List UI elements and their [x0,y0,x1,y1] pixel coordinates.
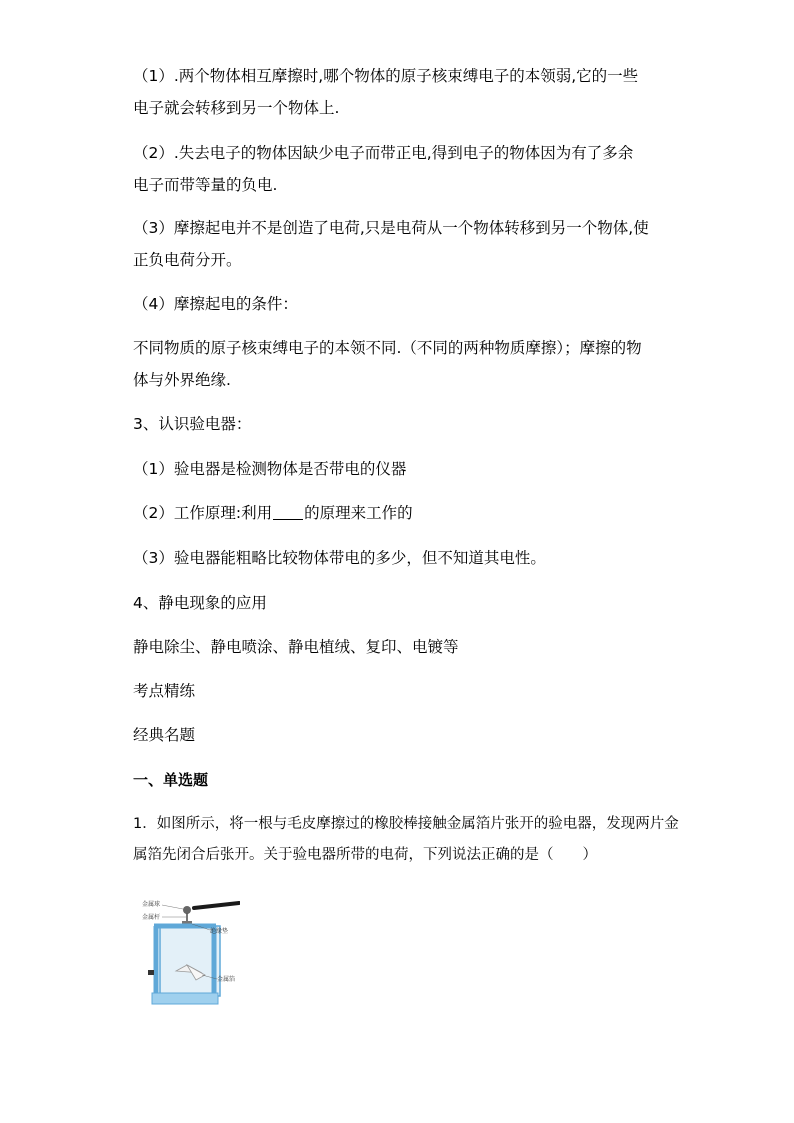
text-line: （3）摩擦起电并不是创造了电荷,只是电荷从一个物体转移到另一个物体,使 [133,219,649,237]
section-title: 一、单选题 [133,771,209,789]
glass-panel [160,926,220,996]
section-heading: 经典名题 [133,726,196,744]
base [152,993,218,1004]
electroscope-figure [140,893,240,1021]
text-part: 的原理来工作的 [304,504,413,522]
section-heading: 4、静电现象的应用 [133,594,267,612]
text-line: （1）验电器是检测物体是否带电的仪器 [133,460,407,478]
text-line: （3）验电器能粗略比较物体带电的多少，但不知道其电性。 [133,549,546,567]
fill-blank [273,504,303,520]
text-line: （2）.失去电子的物体因缺少电子而带正电,得到电子的物体因为有了多余 [133,144,634,162]
section-heading: 3、认识验电器： [133,415,252,433]
text-line: 不同物质的原子核束缚电子的本领不同.（不同的两种物质摩擦）；摩擦的物 [133,339,642,357]
label-rod: 金属杆 [142,914,161,921]
text-line-with-blank [133,501,673,525]
text-line: 静电除尘、静电喷涂、静电植绒、复印、电镀等 [133,638,459,656]
side-knob [148,970,154,975]
label-foil: 金属箔 [217,976,236,983]
text-line: （4）摩擦起电的条件： [133,295,298,313]
text-line: 正负电荷分开。 [133,251,242,269]
label-ball: 金属球 [142,901,161,908]
section-heading: 考点精练 [133,682,196,700]
label-insulator: 绝缘垫 [210,928,229,935]
metal-ball [183,906,191,914]
text-line: 体与外界绝缘. [133,371,231,389]
text-line: 电子就会转移到另一个物体上. [133,99,340,117]
text-part: （2）工作原理:利用 [133,504,273,522]
text-line: 电子而带等量的负电. [133,176,278,194]
rubber-rod [194,903,239,908]
text-line: （1）.两个物体相互摩擦时,哪个物体的原子核束缚电子的本领弱,它的一些 [133,67,639,85]
question-text: 1．如图所示，将一根与毛皮摩擦过的橡胶棒接触金属箔片张开的验电器，发现两片金 [133,816,679,832]
question-text: 属箔先闭合后张开。关于验电器所带的电荷，下列说法正确的是（ ） [133,847,597,863]
